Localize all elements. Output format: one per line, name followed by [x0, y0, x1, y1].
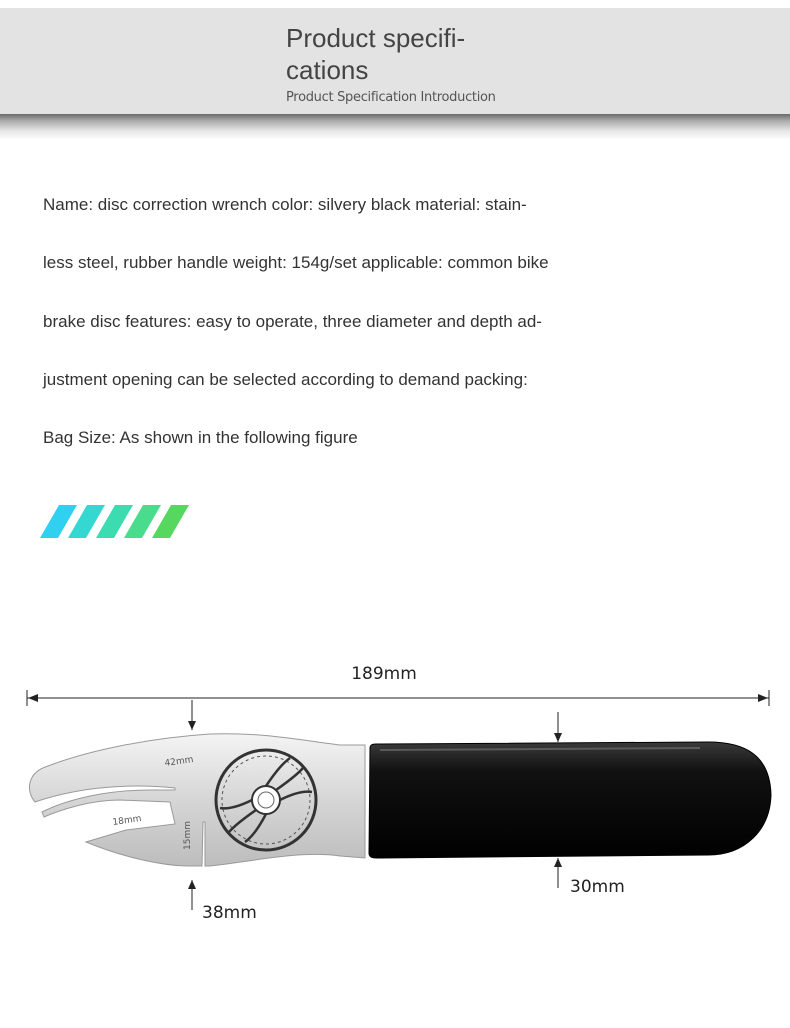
rubber-handle	[369, 742, 771, 858]
length-label: 189mm	[351, 664, 417, 684]
spec-line: brake disc features: easy to operate, three diameter and depth ad-	[43, 311, 542, 331]
spec-text	[43, 190, 663, 481]
length-dimension	[27, 664, 769, 706]
header-shadow	[0, 114, 790, 140]
spec-line: justment opening can be selected according to demand packing:	[43, 369, 528, 389]
header	[286, 22, 546, 105]
spec-line: Name: disc correction wrench color: silvery black material: stain-	[43, 195, 527, 214]
decorative-stripes	[40, 505, 190, 539]
handle-width-label: 30mm	[570, 877, 625, 897]
marking-15mm: 15mm	[183, 821, 193, 850]
blade-width-label: 38mm	[202, 903, 257, 923]
marking-42mm: 42mm	[164, 755, 195, 769]
spec-line: Bag Size: As shown in the following figure	[43, 428, 358, 448]
marking-18mm: 18mm	[112, 814, 143, 828]
page-title: Product specifi- cations	[286, 23, 466, 85]
product-diagram	[0, 650, 790, 950]
spec-line: less steel, rubber handle weight: 154g/set applicable: common bike	[43, 253, 549, 273]
page-subtitle: Product Specification Introduction	[286, 90, 496, 105]
